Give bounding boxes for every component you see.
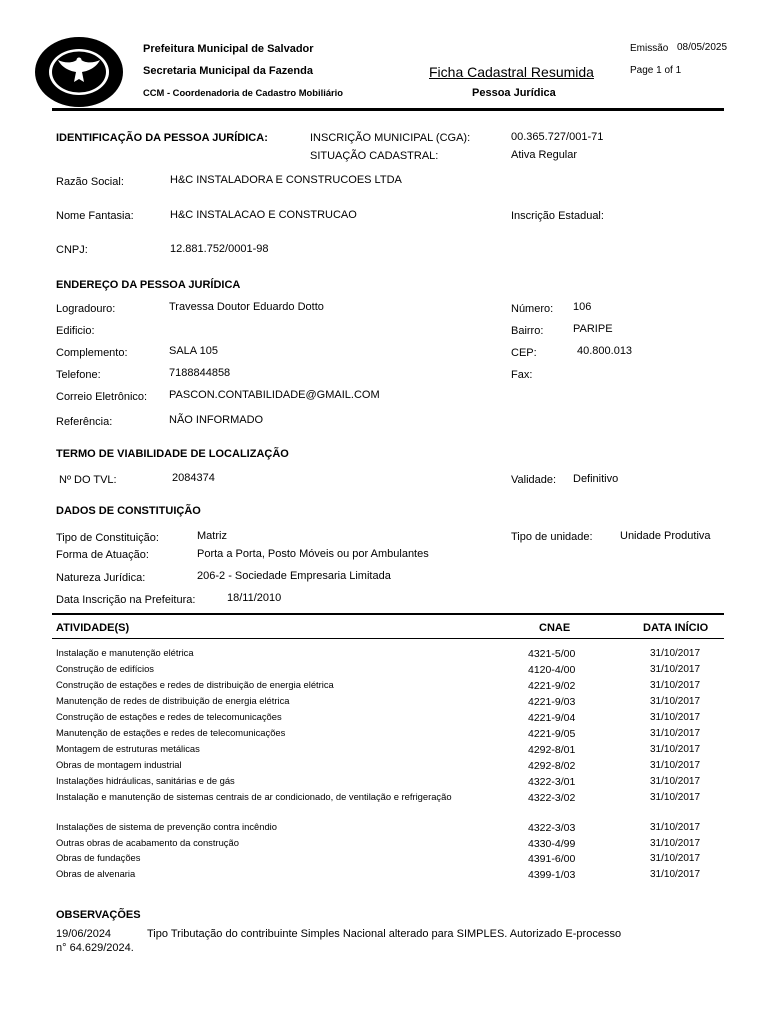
header-divider bbox=[52, 108, 724, 111]
table-row bbox=[52, 790, 724, 806]
tipo-unidade-value: Unidade Produtiva bbox=[620, 530, 711, 542]
observacao-text-line2: n° 64.629/2024. bbox=[56, 942, 134, 954]
activity-cnae: 4322-3/03 bbox=[528, 822, 576, 834]
table-row bbox=[52, 710, 724, 726]
natureza-juridica-label: Natureza Jurídica: bbox=[56, 572, 146, 584]
activity-cnae: 4292-8/01 bbox=[528, 744, 576, 756]
razao-social-label: Razão Social: bbox=[56, 176, 124, 188]
natureza-juridica-value: 206-2 - Sociedade Empresaria Limitada bbox=[197, 570, 391, 582]
nome-fantasia-value: H&C INSTALACAO E CONSTRUCAO bbox=[170, 209, 357, 221]
atividades-top-divider bbox=[52, 613, 724, 615]
table-row bbox=[52, 820, 724, 836]
complemento-label: Complemento: bbox=[56, 347, 128, 359]
activity-cnae: 4391-6/00 bbox=[528, 853, 576, 865]
table-row bbox=[52, 662, 724, 678]
tvl-numero-label: Nº DO TVL: bbox=[59, 474, 117, 486]
tipo-unidade-label: Tipo de unidade: bbox=[511, 531, 593, 543]
activity-start-date: 31/10/2017 bbox=[650, 728, 701, 739]
activity-description: Instalações de sistema de prevenção contra incêndio bbox=[56, 821, 277, 832]
activity-description: Obras de fundações bbox=[56, 852, 141, 863]
numero-value: 106 bbox=[573, 301, 592, 313]
forma-atuacao-label: Forma de Atuação: bbox=[56, 549, 149, 561]
activity-start-date: 31/10/2017 bbox=[650, 869, 701, 880]
cep-value: 40.800.013 bbox=[577, 345, 633, 357]
activity-start-date: 31/10/2017 bbox=[650, 712, 701, 723]
tvl-numero-value: 2084374 bbox=[172, 472, 215, 484]
activity-description: Instalações hidráulicas, sanitárias e de gás bbox=[56, 775, 235, 786]
activity-cnae: 4330-4/99 bbox=[528, 838, 576, 850]
cnae-header: CNAE bbox=[539, 622, 571, 634]
activity-start-date: 31/10/2017 bbox=[650, 776, 701, 787]
activity-cnae: 4322-3/02 bbox=[528, 792, 576, 804]
table-row bbox=[52, 867, 724, 883]
complemento-value: SALA 105 bbox=[169, 345, 218, 357]
activity-description: Outras obras de acabamento da construção bbox=[56, 837, 239, 848]
table-row bbox=[52, 742, 724, 758]
data-inscricao-label: Data Inscrição na Prefeitura: bbox=[56, 594, 196, 606]
cnpj-value: 12.881.752/0001-98 bbox=[170, 243, 269, 255]
activity-cnae: 4399-1/03 bbox=[528, 869, 576, 881]
activity-start-date: 31/10/2017 bbox=[650, 853, 701, 864]
emissao-label: Emissão bbox=[630, 43, 669, 54]
referencia-label: Referência: bbox=[56, 416, 113, 428]
atividades-header: ATIVIDADE(S) bbox=[56, 622, 130, 634]
inscricao-estadual-label: Inscrição Estadual: bbox=[511, 210, 604, 222]
observacao-date: 19/06/2024 bbox=[56, 928, 112, 940]
tvl-validade-value: Definitivo bbox=[573, 473, 619, 485]
header-prefeitura: Prefeitura Municipal de Salvador bbox=[143, 43, 314, 55]
observacao-text-line1: Tipo Tributação do contribuinte Simples Nacional alterado para SIMPLES. Autorizado E-processo bbox=[147, 928, 622, 940]
page-number: Page 1 of 1 bbox=[630, 65, 682, 76]
activity-start-date: 31/10/2017 bbox=[650, 744, 701, 755]
activity-start-date: 31/10/2017 bbox=[650, 664, 701, 675]
situacao-cadastral-label: SITUAÇÃO CADASTRAL: bbox=[310, 150, 439, 162]
activity-cnae: 4221-9/05 bbox=[528, 728, 576, 740]
referencia-value: NÃO INFORMADO bbox=[169, 414, 264, 426]
nome-fantasia-label: Nome Fantasia: bbox=[56, 210, 134, 222]
activity-cnae: 4221-9/03 bbox=[528, 696, 576, 708]
activity-cnae: 4221-9/04 bbox=[528, 712, 576, 724]
bairro-value: PARIPE bbox=[573, 323, 613, 335]
edificio-label: Edificio: bbox=[56, 325, 95, 337]
activity-description: Montagem de estruturas metálicas bbox=[56, 743, 200, 754]
section-observacoes-title: OBSERVAÇÕES bbox=[56, 909, 141, 921]
table-row bbox=[52, 836, 724, 852]
fax-label: Fax: bbox=[511, 369, 533, 381]
table-row bbox=[52, 694, 724, 710]
table-row bbox=[52, 774, 724, 790]
activity-description: Construção de edifícios bbox=[56, 663, 154, 674]
header-secretaria: Secretaria Municipal da Fazenda bbox=[143, 65, 313, 77]
numero-label: Número: bbox=[511, 303, 554, 315]
activity-description: Construção de estações e redes de distribuição de energia elétrica bbox=[56, 679, 334, 690]
activity-start-date: 31/10/2017 bbox=[650, 822, 701, 833]
telefone-label: Telefone: bbox=[56, 369, 101, 381]
section-tvl-title: TERMO DE VIABILIDADE DE LOCALIZAÇÃO bbox=[56, 448, 289, 460]
activity-cnae: 4321-5/00 bbox=[528, 648, 576, 660]
activity-cnae: 4221-9/02 bbox=[528, 680, 576, 692]
table-row bbox=[52, 726, 724, 742]
activity-description: Manutenção de estações e redes de telecomunicações bbox=[56, 727, 286, 738]
logradouro-label: Logradouro: bbox=[56, 303, 116, 315]
activity-cnae: 4322-3/01 bbox=[528, 776, 576, 788]
bairro-label: Bairro: bbox=[511, 325, 544, 337]
activity-cnae: 4292-8/02 bbox=[528, 760, 576, 772]
cep-label: CEP: bbox=[511, 347, 537, 359]
document-title: Ficha Cadastral Resumida bbox=[429, 64, 594, 80]
activity-start-date: 31/10/2017 bbox=[650, 696, 701, 707]
section-endereco-title: ENDEREÇO DA PESSOA JURÍDICA bbox=[56, 279, 241, 291]
activity-start-date: 31/10/2017 bbox=[650, 792, 701, 803]
tipo-constituicao-value: Matriz bbox=[197, 530, 227, 542]
tvl-validade-label: Validade: bbox=[511, 474, 557, 486]
table-row bbox=[52, 851, 724, 867]
table-row bbox=[52, 646, 724, 662]
atividades-header-divider bbox=[52, 638, 724, 639]
tipo-constituicao-label: Tipo de Constituição: bbox=[56, 532, 159, 544]
telefone-value: 7188844858 bbox=[169, 367, 231, 379]
activity-description: Manutenção de redes de distribuição de energia elétrica bbox=[56, 695, 290, 706]
cnpj-label: CNPJ: bbox=[56, 244, 88, 256]
razao-social-value: H&C INSTALADORA E CONSTRUCOES LTDA bbox=[170, 174, 402, 186]
inscricao-municipal-label: INSCRIÇÃO MUNICIPAL (CGA): bbox=[310, 132, 471, 144]
activity-start-date: 31/10/2017 bbox=[650, 760, 701, 771]
activity-start-date: 31/10/2017 bbox=[650, 838, 701, 849]
prefeitura-seal-logo bbox=[34, 36, 124, 108]
logradouro-value: Travessa Doutor Eduardo Dotto bbox=[169, 301, 324, 313]
activity-description: Obras de montagem industrial bbox=[56, 759, 182, 770]
section-identificacao-title: IDENTIFICAÇÃO DA PESSOA JURÍDICA: bbox=[56, 132, 268, 144]
emissao-date: 08/05/2025 bbox=[677, 42, 728, 53]
email-label: Correio Eletrônico: bbox=[56, 391, 148, 403]
activity-start-date: 31/10/2017 bbox=[650, 680, 701, 691]
document-subtitle: Pessoa Jurídica bbox=[472, 87, 556, 99]
activity-description: Construção de estações e redes de telecomunicações bbox=[56, 711, 282, 722]
activity-description: Instalação e manutenção de sistemas centrais de ar condicionado, de ventilação e refrigeração bbox=[56, 791, 452, 802]
inscricao-municipal-value: 00.365.727/001-71 bbox=[511, 131, 604, 143]
table-row bbox=[52, 678, 724, 694]
activity-cnae: 4120-4/00 bbox=[528, 664, 576, 676]
section-constituicao-title: DADOS DE CONSTITUIÇÃO bbox=[56, 505, 201, 517]
situacao-cadastral-value: Ativa Regular bbox=[511, 149, 578, 161]
header-coordenadoria: CCM - Coordenadoria de Cadastro Mobiliário bbox=[143, 87, 344, 98]
email-value: PASCON.CONTABILIDADE@GMAIL.COM bbox=[169, 389, 380, 401]
data-inicio-header: DATA INÍCIO bbox=[643, 622, 709, 634]
activity-description: Instalação e manutenção elétrica bbox=[56, 647, 194, 658]
activity-start-date: 31/10/2017 bbox=[650, 648, 701, 659]
activity-description: Obras de alvenaria bbox=[56, 868, 136, 879]
table-row bbox=[52, 758, 724, 774]
forma-atuacao-value: Porta a Porta, Posto Móveis ou por Ambulantes bbox=[197, 548, 429, 560]
data-inscricao-value: 18/11/2010 bbox=[227, 592, 282, 604]
